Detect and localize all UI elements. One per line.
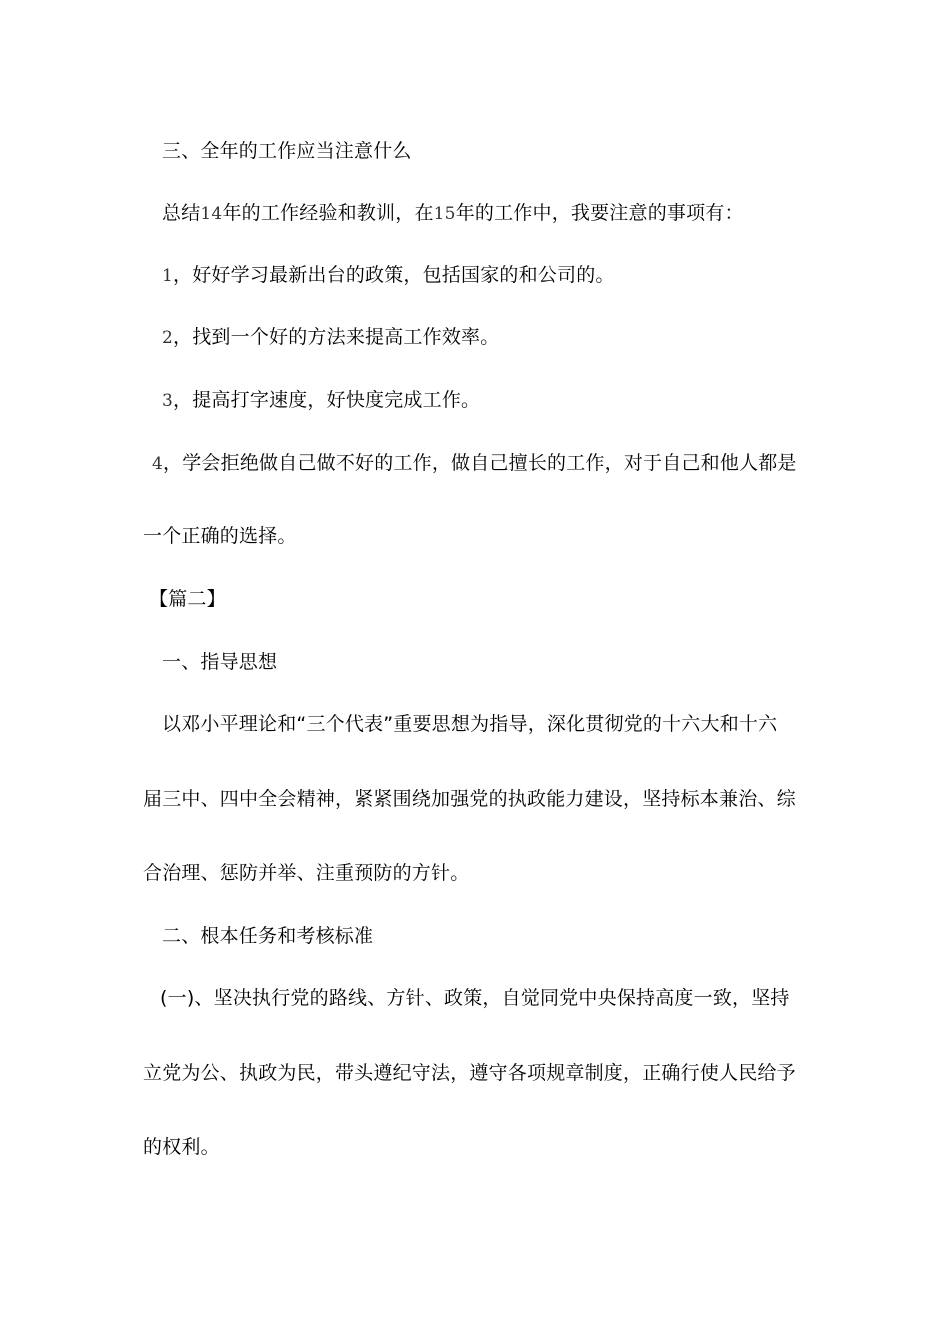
list-item-text: ，好好学习最新出台的政策，包括国家的和公司的。 [173, 264, 615, 286]
list-item-number: 1 [162, 266, 174, 286]
tasks-paragraph-line: 立党为公、执政为民，带头遵纪守法，遵守各项规章制度，正确行使人民给予 [143, 1062, 796, 1084]
tasks-paragraph-line: 的权利。 [143, 1136, 220, 1158]
tasks-heading: 二、根本任务和考核标准 [162, 925, 374, 947]
part-two-label: 【篇二】 [149, 588, 226, 610]
list-item [162, 388, 480, 413]
list-item-text: ，学会拒绝做自己做不好的工作，做自己擅长的工作，对于自己和他人都是 [163, 452, 797, 474]
list-item-continuation: 一个正确的选择。 [143, 525, 297, 547]
summary-intro-text-b: 年的工作经验和教训，在 [222, 202, 434, 224]
list-item-number: 3 [162, 391, 174, 411]
summary-year-15: 15 [433, 204, 456, 224]
list-item-text: ，找到一个好的方法来提高工作效率。 [173, 326, 500, 348]
list-item-number: 2 [162, 328, 174, 348]
summary-intro-text-a: 总结 [162, 202, 201, 224]
summary-year-14: 14 [200, 204, 223, 224]
list-item-number: 4 [152, 454, 164, 474]
guiding-paragraph-line: 合治理、惩防并举、注重预防的方针。 [143, 862, 470, 884]
summary-intro [162, 201, 744, 226]
list-item-text: ，提高打字速度，好快度完成工作。 [173, 389, 481, 411]
summary-intro-text-c: 年的工作中，我要注意的事项有： [455, 202, 744, 224]
guiding-paragraph-line: 届三中、四中全会精神，紧紧围绕加强党的执政能力建设，坚持标本兼治、综 [143, 788, 796, 810]
section-heading-3: 三、全年的工作应当注意什么 [162, 140, 412, 162]
guiding-heading: 一、指导思想 [162, 651, 278, 673]
list-item [152, 451, 797, 476]
list-item [162, 263, 615, 288]
list-item [162, 325, 499, 350]
guiding-paragraph-line: 以邓小平理论和“三个代表”重要思想为指导，深化贯彻党的十六大和十六 [162, 713, 778, 735]
tasks-paragraph-line: (一)、坚决执行党的路线、方针、政策，自觉同党中央保持高度一致，坚持 [160, 987, 790, 1009]
